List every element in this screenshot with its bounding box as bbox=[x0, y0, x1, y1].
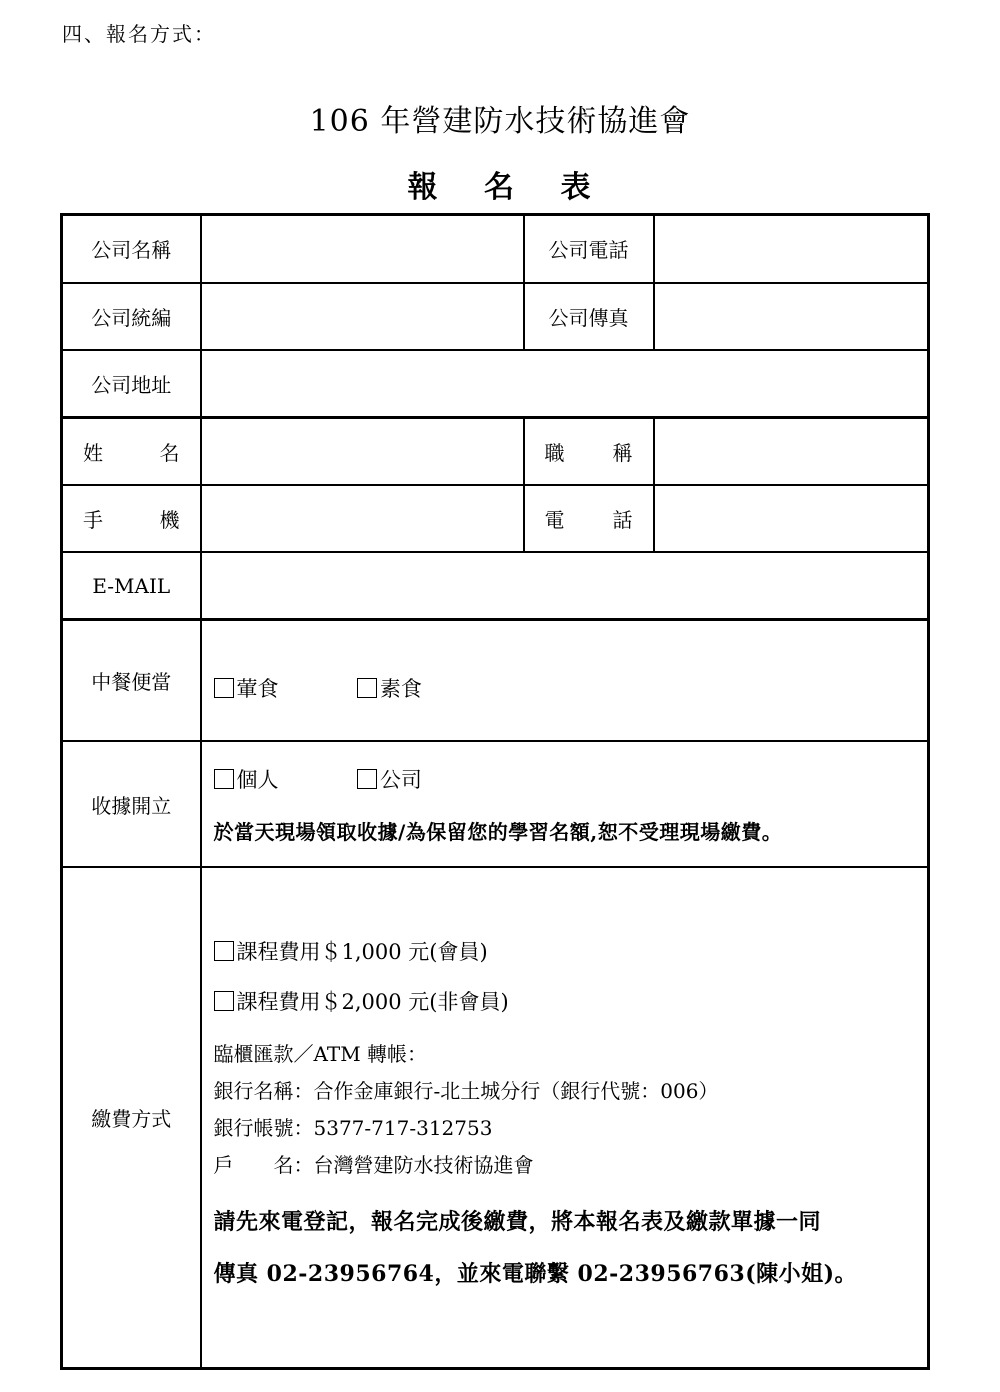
bank-info bbox=[214, 1036, 916, 1184]
lunch-options bbox=[201, 620, 929, 741]
company-address-label: 公司地址 bbox=[62, 350, 201, 417]
email-field[interactable] bbox=[201, 552, 929, 619]
mobile-field[interactable] bbox=[201, 485, 524, 552]
row-mobile bbox=[62, 485, 929, 552]
company-name-label: 公司名稱 bbox=[62, 215, 201, 283]
company-address-field[interactable] bbox=[201, 350, 929, 417]
bank-heading: 臨櫃匯款／ATM 轉帳： bbox=[213, 1041, 428, 1066]
notice-line-2: 傳真 02-23956764，並來電聯繫 02-23956763(陳小姐)。 bbox=[213, 1260, 858, 1287]
bank-name-label: 銀行名稱： bbox=[213, 1078, 314, 1103]
receipt-note: 於當天現場領取收據/為保留您的學習名額,恕不受理現場繳費。 bbox=[213, 819, 783, 844]
receipt-label: 收據開立 bbox=[62, 741, 201, 867]
checkbox[interactable] bbox=[214, 678, 234, 698]
company-name-field[interactable] bbox=[201, 215, 524, 283]
row-company-tax-id bbox=[62, 283, 929, 350]
lunch-label: 中餐便當 bbox=[62, 620, 201, 741]
option-label: 個人 bbox=[236, 767, 279, 792]
row-name bbox=[62, 417, 929, 485]
checkbox[interactable] bbox=[214, 769, 234, 789]
notice-line-1: 請先來電登記，報名完成後繳費，將本報名表及繳款單據一同 bbox=[213, 1208, 822, 1235]
phone-field[interactable] bbox=[654, 485, 929, 552]
lunch-option-meat[interactable] bbox=[214, 673, 279, 703]
account-holder: 台灣營建防水技術協進會 bbox=[313, 1152, 534, 1177]
subtitle-char: 表 bbox=[560, 170, 593, 205]
payment-label: 繳費方式 bbox=[62, 867, 201, 1368]
account-holder-label: 戶 名： bbox=[213, 1152, 314, 1177]
option-label: 課程費用＄2,000 元(非會員) bbox=[236, 989, 509, 1014]
receipt-options bbox=[201, 741, 929, 867]
subtitle-char: 報 bbox=[407, 170, 440, 205]
payment-details bbox=[201, 867, 929, 1368]
payment-option-member[interactable] bbox=[214, 936, 916, 966]
checkbox[interactable] bbox=[214, 941, 234, 961]
mobile-label: 手 機 bbox=[62, 485, 201, 552]
company-fax-field[interactable] bbox=[654, 283, 929, 350]
option-label: 素食 bbox=[379, 677, 422, 702]
option-label: 課程費用＄1,000 元(會員) bbox=[236, 939, 488, 964]
checkbox[interactable] bbox=[214, 991, 234, 1011]
company-tax-id-field[interactable] bbox=[201, 283, 524, 350]
row-company-address bbox=[62, 350, 929, 417]
company-fax-label: 公司傳真 bbox=[524, 283, 654, 350]
section-heading: 四、報名方式： bbox=[62, 22, 216, 46]
subtitle-char: 名 bbox=[484, 170, 516, 205]
phone-label: 電 話 bbox=[524, 485, 654, 552]
row-receipt bbox=[62, 741, 929, 867]
form-title: 106 年營建防水技術協進會 bbox=[309, 104, 691, 139]
bank-account: 5377-717-312753 bbox=[313, 1115, 493, 1140]
row-payment bbox=[62, 867, 929, 1368]
payment-option-non-member[interactable] bbox=[214, 986, 916, 1016]
name-label: 姓 名 bbox=[62, 417, 201, 485]
job-title-label: 職 稱 bbox=[524, 417, 654, 485]
company-tax-id-label: 公司統編 bbox=[62, 283, 201, 350]
bank-name: 合作金庫銀行-北土城分行（銀行代號：006） bbox=[313, 1078, 719, 1103]
row-email bbox=[62, 552, 929, 619]
email-label: E-MAIL bbox=[62, 552, 201, 619]
checkbox[interactable] bbox=[357, 678, 377, 698]
job-title-field[interactable] bbox=[654, 417, 929, 485]
form-subtitle bbox=[0, 162, 1000, 206]
row-company-name bbox=[62, 215, 929, 283]
checkbox[interactable] bbox=[357, 769, 377, 789]
name-field[interactable] bbox=[201, 417, 524, 485]
company-phone-label: 公司電話 bbox=[524, 215, 654, 283]
option-label: 公司 bbox=[379, 767, 422, 792]
receipt-option-personal[interactable] bbox=[214, 764, 279, 794]
option-label: 葷食 bbox=[236, 677, 279, 702]
company-phone-field[interactable] bbox=[654, 215, 929, 283]
lunch-option-vegetarian[interactable] bbox=[357, 673, 422, 703]
payment-notice bbox=[214, 1196, 916, 1300]
registration-form-table bbox=[60, 213, 930, 1370]
receipt-option-company[interactable] bbox=[357, 764, 422, 794]
bank-account-label: 銀行帳號： bbox=[213, 1115, 314, 1140]
row-lunch bbox=[62, 620, 929, 741]
